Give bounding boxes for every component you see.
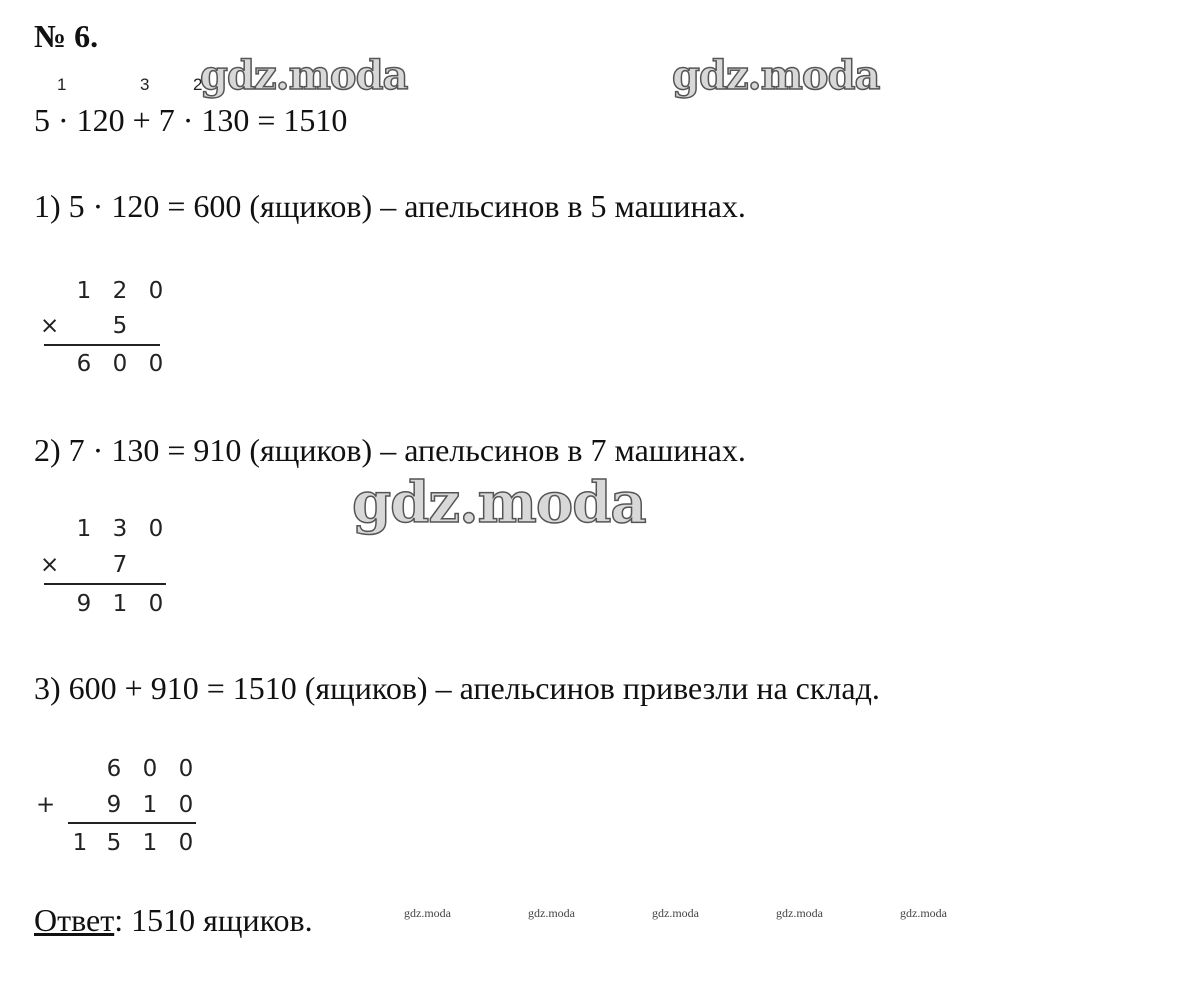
order-mark-3: 2 (193, 75, 203, 94)
step-2-text: 2) 7 · 130 = 910 (ящиков) – апельсинов в 7 машинах. (34, 432, 746, 468)
answer-text: : 1510 ящиков. (114, 902, 313, 938)
watermark-logo: gdz.moda (672, 52, 880, 99)
column-divider (68, 822, 196, 824)
digit: 1 (142, 792, 158, 818)
watermark-small: gdz.moda (776, 906, 823, 920)
digit: 0 (112, 351, 128, 377)
digit: 0 (148, 591, 164, 617)
column-divider (44, 583, 166, 585)
digit: 1 (142, 830, 158, 856)
digit: 5 (112, 313, 128, 339)
digit: 9 (106, 792, 122, 818)
multiply-operator: × (40, 552, 60, 578)
watermark-logo: gdz.moda (352, 470, 646, 536)
digit: 6 (76, 351, 92, 377)
digit: 9 (76, 591, 92, 617)
problem-number: № 6. (34, 18, 99, 54)
column-divider (44, 344, 160, 346)
column-calc-2 (40, 516, 170, 616)
digit: 0 (148, 516, 164, 542)
digit: 1 (76, 516, 92, 542)
digit: 0 (178, 792, 194, 818)
answer-label: Ответ (34, 902, 115, 938)
digit: 1 (76, 278, 92, 304)
digit: 5 (106, 830, 122, 856)
digit: 7 (112, 552, 128, 578)
watermark-small: gdz.moda (404, 906, 451, 920)
watermark-small: gdz.moda (652, 906, 699, 920)
digit: 0 (142, 756, 158, 782)
digit: 1 (112, 591, 128, 617)
watermark-small: gdz.moda (528, 906, 575, 920)
step-3-text: 3) 600 + 910 = 1510 (ящиков) – апельсинов привезли на склад. (34, 670, 880, 706)
digit: 0 (178, 756, 194, 782)
order-mark-2: 3 (140, 75, 150, 94)
digit: 0 (178, 830, 194, 856)
digit: 6 (106, 756, 122, 782)
answer-line (34, 902, 313, 939)
multiply-operator: × (40, 313, 60, 339)
watermark-logo: gdz.moda (200, 52, 408, 99)
main-expression: 5 · 120 + 7 · 130 = 1510 (34, 102, 348, 138)
plus-operator: + (36, 792, 56, 818)
step-1-text: 1) 5 · 120 = 600 (ящиков) – апельсинов в 5 машинах. (34, 188, 746, 224)
column-calc-3 (36, 756, 206, 858)
digit: 3 (112, 516, 128, 542)
order-mark-1: 1 (57, 75, 67, 94)
digit: 2 (112, 278, 128, 304)
column-calc-1 (40, 278, 170, 378)
digit: 0 (148, 278, 164, 304)
digit: 1 (72, 830, 88, 856)
digit: 0 (148, 351, 164, 377)
watermark-small: gdz.moda (900, 906, 947, 920)
